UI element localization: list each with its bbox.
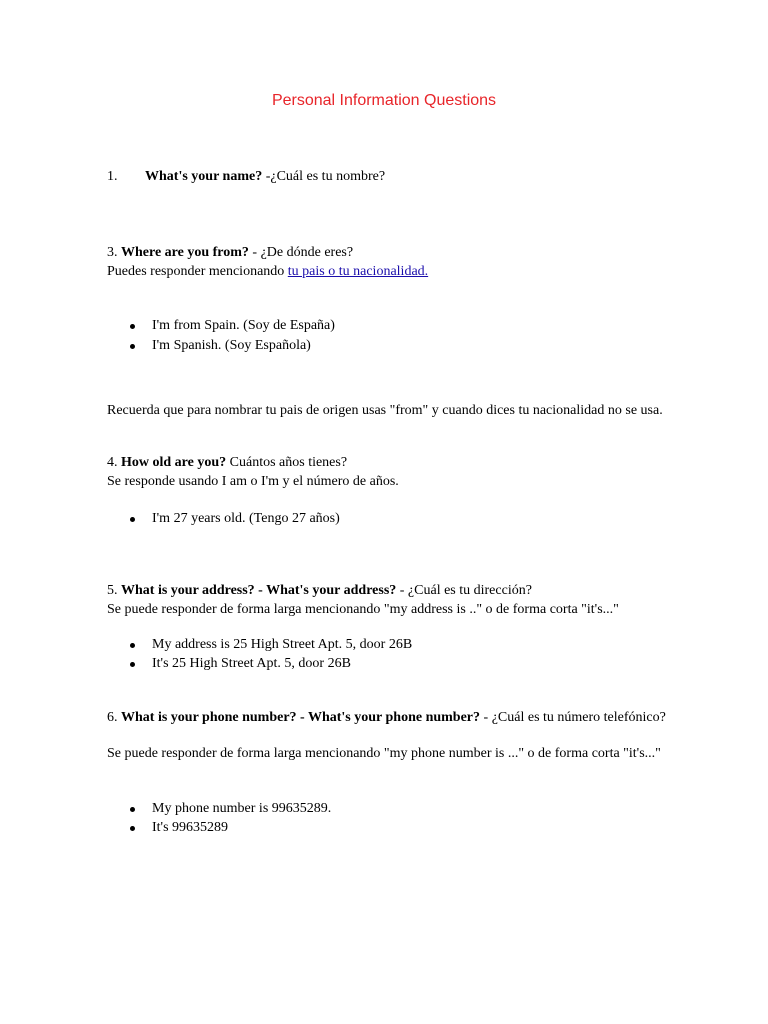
q4-number: 4.: [107, 455, 121, 470]
q3-hint-link[interactable]: tu pais o tu nacionalidad.: [287, 264, 429, 279]
q6-line: [107, 709, 667, 727]
q5-translation: - ¿Cuál es tu dirección?: [396, 583, 532, 598]
q6-translation: - ¿Cuál es tu número telefónico?: [480, 710, 666, 725]
q3-hint: [107, 263, 428, 281]
bullet-icon: [130, 517, 135, 522]
q3-note: Recuerda que para nombrar tu pais de origen usas "from" y cuando dices tu nacionalidad no se usa.: [107, 403, 663, 418]
q6-hint: Se puede responder de forma larga mencionando "my phone number is ..." o de forma corta "it's...": [107, 746, 661, 761]
bullet-icon: [130, 344, 135, 349]
document-page: Personal Information Questions 1. What's your name? -¿Cuál es tu nombre? 3. Where are you from? - ¿De dónde eres? Puedes responder mencionando tu pais o tu nacionalidad. I'm from Spain. (Soy de España) I'm Spanish. (Soy Española) Recuerda que para nombrar tu pais de origen usas "from" y cuando dices tu nacionalidad no se usa. 4. How old are you? Cuántos años tienes? Se responde usando I am o I'm y el número de años. I'm 27 years old. (Tengo 27 años) 5. What is your address? - What's your address? - ¿Cuál es tu dirección? Se puede responder de forma larga mencionando "my address is .." o de forma corta "it's..." My address is 25 High Street Apt. 5, door 26B It's 25 High Street Apt. 5, door 26B 6. What is your phone number? - What's your phone number? - ¿Cuál es tu número telefónico? Se puede responder de forma larga mencionando "my phone number is ..." o de forma corta "it's..." My phone number is 99635289. It's 99635289: [0, 0, 768, 1024]
q4-question: How old are you?: [121, 455, 227, 470]
q5-number: 5.: [107, 583, 121, 598]
q5-question: What is your address? - What's your address?: [121, 583, 397, 598]
q1-number: 1.: [107, 169, 118, 184]
q3-translation: - ¿De dónde eres?: [248, 245, 354, 260]
q3-question: Where are you from?: [121, 245, 249, 260]
bullet-icon: [130, 643, 135, 648]
bullet-icon: [130, 324, 135, 329]
page-title: Personal Information Questions: [271, 92, 497, 109]
q3-line: [107, 244, 353, 262]
q1-line: [145, 168, 385, 186]
bullet-icon: [130, 807, 135, 812]
bullet-icon: [130, 826, 135, 831]
q6-question: What is your phone number? - What's your phone number?: [121, 710, 481, 725]
q3-number: 3.: [107, 245, 121, 260]
q4-translation: Cuántos años tienes?: [226, 455, 348, 470]
q1-translation: -¿Cuál es tu nombre?: [262, 169, 386, 184]
q3-hint-text: Puedes responder mencionando: [107, 264, 288, 279]
bullet-icon: [130, 662, 135, 667]
q4-line: [107, 454, 347, 472]
q5-hint: Se puede responder de forma larga mencionando "my address is .." o de forma corta "it's...": [107, 602, 619, 617]
q6-number: 6.: [107, 710, 121, 725]
q5-line: [107, 582, 532, 600]
q4-hint: Se responde usando I am o I'm y el número de años.: [107, 474, 399, 489]
q1-question: What's your name?: [145, 169, 263, 184]
